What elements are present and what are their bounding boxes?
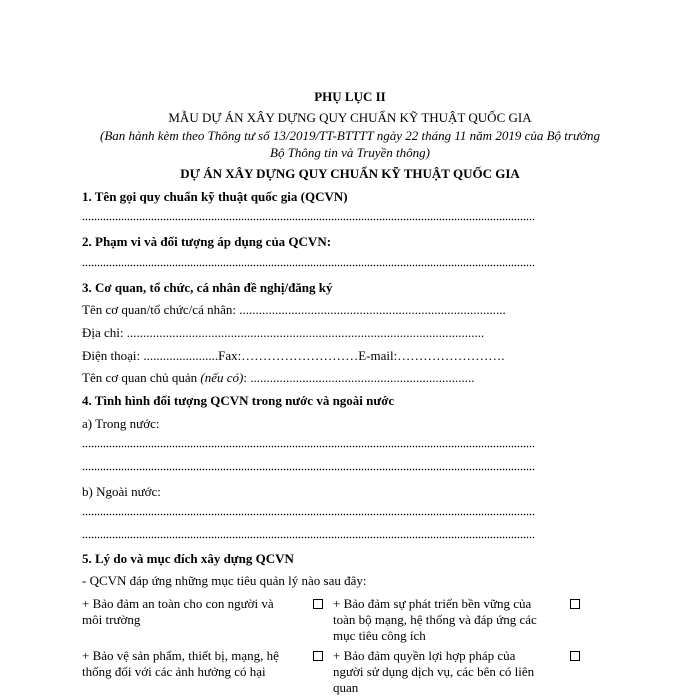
form-title: MẪU DỰ ÁN XÂY DỰNG QUY CHUẨN KỸ THUẬT QUỐC GIA [168,110,532,125]
phone-fax-email-field: Điện thoại: .......................Fax:………………………E-mail:……………………. [82,348,505,363]
objective-4-text: người sử dụng dịch vụ, các bên có liên [333,664,535,679]
objective-1-text: + Bảo đảm an toàn cho con người và [82,596,274,611]
section-2-heading: 2. Phạm vi và đối tượng áp dụng của QCVN: [82,234,332,249]
document-title: DỰ ÁN XÂY DỰNG QUY CHUẨN KỸ THUẬT QUỐC GIA [180,166,520,181]
issued-by-line-2: Bộ Thông tin và Truyền thông) [270,145,430,160]
objectives-intro: - QCVN đáp ứng những mục tiêu quản lý nào sau đây: [82,573,367,588]
foreign-label: b) Ngoài nước: [82,484,161,499]
objective-1-text: môi trường [82,612,141,627]
dotted-fill-line [82,513,535,517]
section-4-heading: 4. Tình hình đối tượng QCVN trong nước và ngoài nước [82,393,395,408]
objective-4-text: + Bảo đảm quyền lợi hợp pháp của [333,648,516,663]
objective-4-text: quan [333,680,359,695]
objective-3-text: thống đối với các ảnh hưởng có hại [82,664,266,679]
domestic-label: a) Trong nước: [82,416,160,431]
dotted-fill-line [82,536,535,540]
dotted-fill-line [82,445,535,449]
dotted-fill-line [82,468,535,472]
objective-2-checkbox[interactable] [570,599,580,609]
objective-2-text: toàn bộ mạng, hệ thống và đáp ứng các [333,612,537,627]
section-5-heading: 5. Lý do và mục đích xây dựng QCVN [82,551,294,566]
objective-2-text: mục tiêu công ích [333,628,426,643]
appendix-heading: PHỤ LỤC II [314,89,386,104]
objective-1-checkbox[interactable] [313,599,323,609]
section-1-heading: 1. Tên gọi quy chuẩn kỹ thuật quốc gia (QCVN) [82,189,348,204]
issued-by-line-1: (Ban hành kèm theo Thông tư số 13/2019/TT-BTTTT ngày 22 tháng 11 năm 2019 của Bộ trưởng [100,128,600,143]
managing-agency-label: Tên cơ quan chủ quản [82,370,201,385]
org-name-field: Tên cơ quan/tổ chức/cá nhân: .................................................................................. [82,302,506,317]
address-field: Địa chỉ: .............................................................................................................. [82,325,485,340]
objective-2-text: + Bảo đảm sự phát triển bền vững của [333,596,532,611]
objective-4-checkbox[interactable] [570,651,580,661]
dotted-fill-line [82,264,535,268]
section-3-heading: 3. Cơ quan, tổ chức, cá nhân đề nghị/đăng ký [82,280,333,295]
objective-3-checkbox[interactable] [313,651,323,661]
managing-agency-field [82,370,475,386]
managing-agency-dots: : ..................................................................... [243,370,475,385]
dotted-fill-line [82,218,535,222]
managing-agency-note: (nếu có) [200,370,244,385]
objective-3-text: + Bảo vệ sản phẩm, thiết bị, mạng, hệ [82,648,279,663]
